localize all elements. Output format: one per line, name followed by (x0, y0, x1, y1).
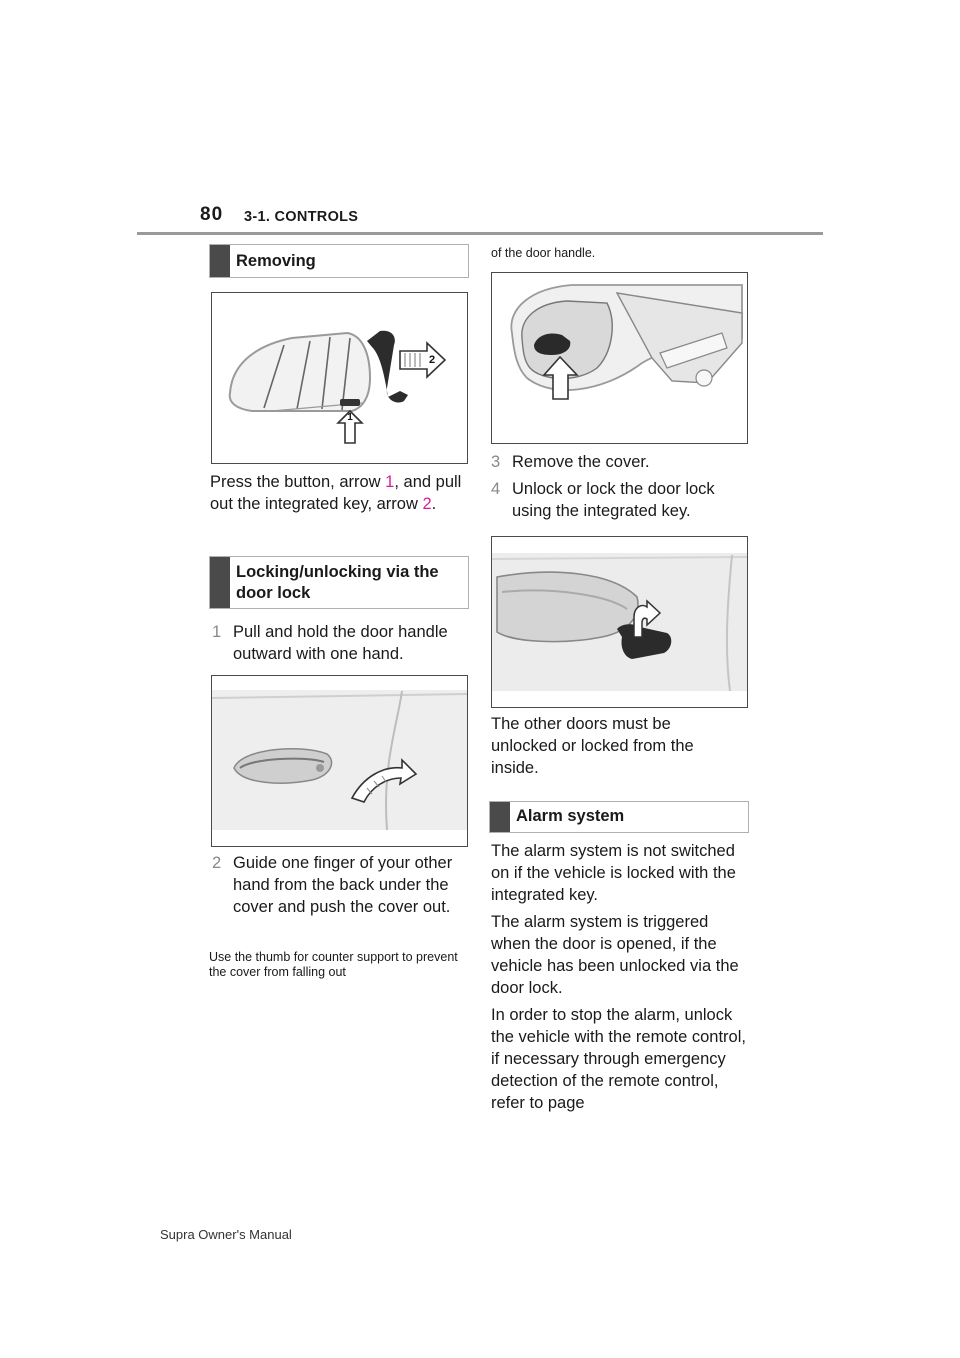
step-number: 3 (491, 453, 501, 471)
section-bar (210, 557, 230, 608)
key-arrow-label-2: 2 (428, 354, 436, 366)
figure-cover-removed (491, 272, 748, 444)
key-arrow-label-1: 1 (347, 412, 353, 423)
key-fob-illustration (212, 293, 467, 463)
manual-title-footer: Supra Owner's Manual (160, 1227, 292, 1242)
alarm-paragraph-1: The alarm system is not switched on if the vehicle is locked with the integrated key. (491, 842, 736, 904)
section-title: Alarm system (516, 807, 625, 825)
figure-key-in-lock (491, 536, 748, 708)
note-continued: of the door handle. (491, 246, 596, 260)
alarm-paragraph-2: The alarm system is triggered when the door is opened, if the vehicle has been unlocked via the door lock. (491, 913, 739, 997)
removing-instructions (210, 471, 472, 515)
figure-key-removal (211, 292, 468, 464)
removing-text-b: , and pull out the integrated key, arrow (210, 473, 462, 513)
section-heading-alarm (489, 801, 749, 833)
door-handle-illustration (212, 676, 467, 846)
section-bar (210, 245, 230, 277)
page-number: 80 (200, 204, 224, 225)
figure-door-handle-pull (211, 675, 468, 847)
arrow-1-label: 1 (385, 473, 395, 491)
header-divider (137, 232, 823, 235)
removing-text-c: . (431, 495, 437, 513)
note-counter-support: Use the thumb for counter support to prevent the cover from falling out (209, 950, 458, 979)
step-number: 1 (212, 623, 222, 641)
removing-text-a: Press the button, arrow (210, 473, 386, 491)
step-text: Unlock or lock the door lock using the integrated key. (512, 480, 715, 520)
section-heading-locking (209, 556, 469, 609)
section-bar (490, 802, 510, 832)
key-in-lock-illustration (492, 537, 747, 707)
section-heading-removing (209, 244, 469, 278)
step-text: Pull and hold the door handle outward with one hand. (233, 623, 448, 663)
step-text: Guide one finger of your other hand from the back under the cover and push the cover out. (233, 854, 453, 916)
section-title: Locking/unlocking via the door lock (236, 563, 439, 602)
chapter-title: 3-1. CONTROLS (244, 209, 359, 225)
alarm-paragraph-3: In order to stop the alarm, unlock the vehicle with the remote control, if necessary through emergency detection of the remote control, refer to page (491, 1006, 746, 1112)
section-title: Removing (236, 252, 316, 270)
step-number: 4 (491, 480, 501, 498)
cover-removed-illustration (492, 273, 747, 443)
step-number: 2 (212, 854, 222, 872)
arrow-2-label: 2 (422, 495, 432, 513)
step-text: Remove the cover. (512, 453, 650, 471)
other-doors-text: The other doors must be unlocked or locked from the inside. (491, 715, 694, 777)
